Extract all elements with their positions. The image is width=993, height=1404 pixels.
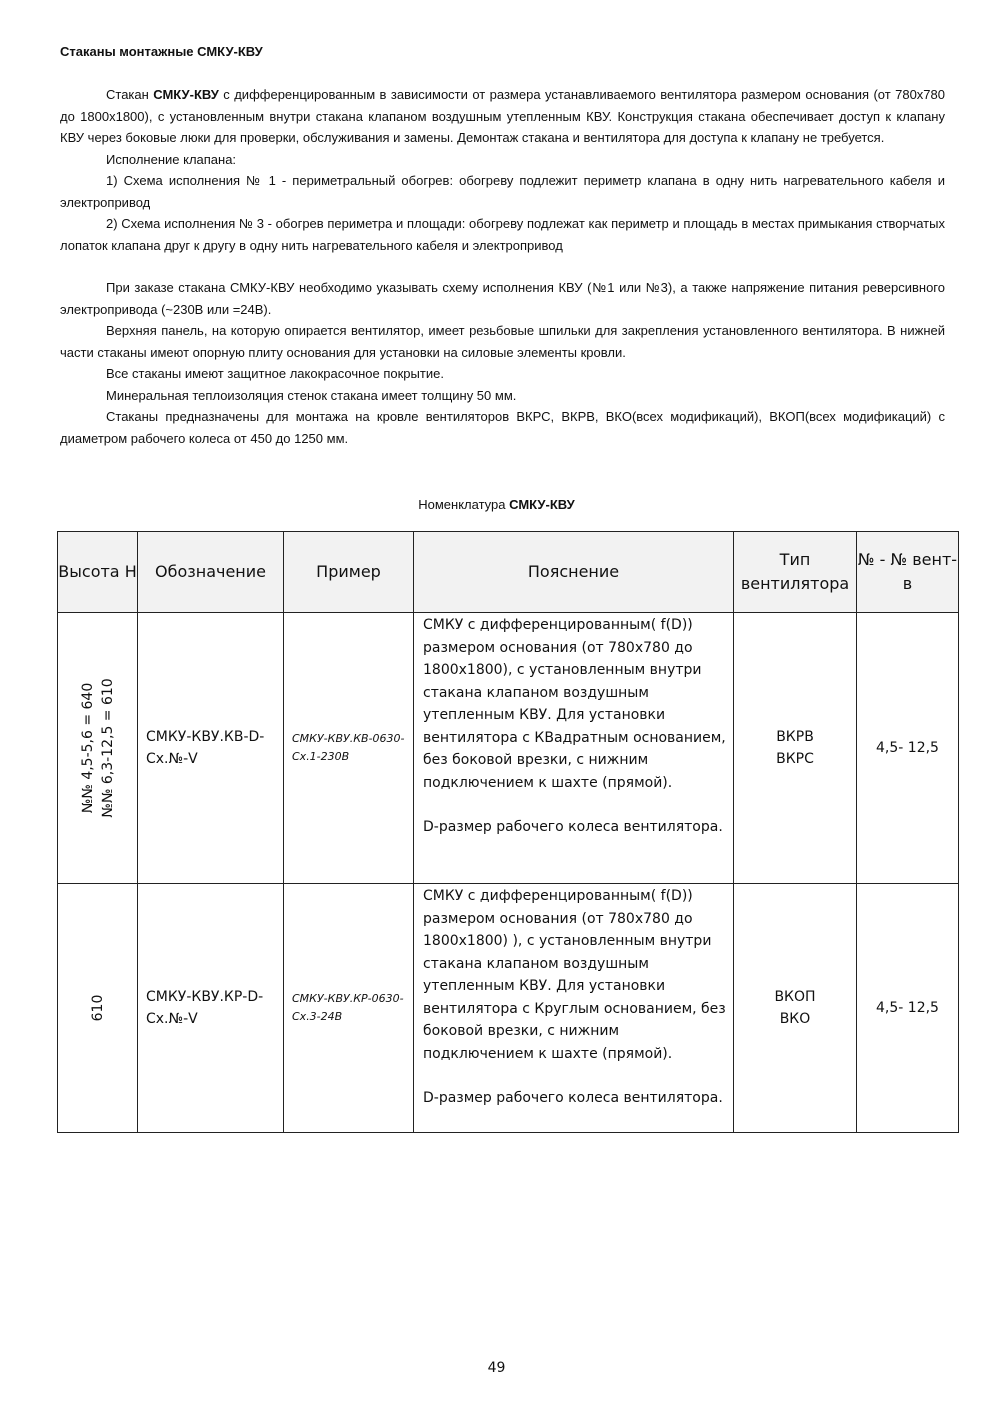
explanation-note: D-размер рабочего колеса вентилятора. — [423, 819, 723, 835]
intro-paragraph-7: Все стаканы имеют защитное лакокрасочное покрытие. — [106, 366, 444, 381]
header-explanation: Пояснение — [414, 532, 734, 613]
fan-type-2: ВКРС — [776, 751, 814, 767]
caption-bold: СМКУ-КВУ — [509, 497, 575, 512]
intro-p1-rest: с дифференцированным в зависимости от размера устанавливаемого вентилятора размером основания (от 780х780 до 1800х1800), с установленным внутри стакана клапаном воздушным утепленным КВУ. Конструкция стакана обеспечивает доступ к клапану КВУ через боковые люки для проверки, обслуживания и замены. Демонтаж стакана и вентилятора для доступа к клапану не требуется. — [60, 87, 945, 145]
header-example: Пример — [284, 532, 414, 613]
table-row — [58, 884, 959, 1133]
explanation-cell — [414, 884, 734, 1133]
page-number: 49 — [487, 1360, 506, 1376]
fan-numbers-cell: 4,5- 12,5 — [857, 613, 959, 884]
intro-p1-start: Стакан — [106, 87, 154, 102]
fan-type-1: ВКОП — [774, 988, 816, 1005]
caption-prefix: Номенклатура — [418, 497, 510, 512]
intro-paragraph-2: Исполнение клапана: — [106, 151, 237, 167]
height-cell — [58, 884, 138, 1133]
intro-text — [60, 84, 945, 449]
table-caption — [0, 497, 993, 512]
intro-paragraph-6: Верхняя панель, на которую опирается вентилятор, имеет резьбовые шпильки для закрепления установленного вентилятора. В нижней части стаканы имеют опорную плиту основания для установки на силовые элементы кровли. — [60, 323, 945, 360]
fan-type-cell — [734, 884, 857, 1133]
explanation-note: D-размер рабочего колеса вентилятора. — [423, 1090, 723, 1106]
explanation-cell — [414, 613, 734, 884]
header-height: Высота Н — [58, 532, 138, 613]
explanation-text: СМКУ с дифференцированным( f(D)) размером основания (от 780х780 до 1800х1800), с установленным внутри стакана клапаном воздушным утепленным КВУ. Для установки вентилятора с КВадратным основанием, без боковой врезки, с нижним подключением к шахте (прямой). — [423, 617, 726, 791]
intro-paragraph-4: 2) Схема исполнения № 3 - обогрев периметра и площади: обогреву подлежат как периметр и площадь в местах примыкания створчатых лопаток клапана друг к другу в одну нить нагревательного кабеля и электропривод — [60, 216, 945, 253]
table-row — [58, 613, 959, 884]
page-title: Стаканы монтажные СМКУ-КВУ — [60, 44, 263, 59]
example-cell: СМКУ-КВУ.КВ-0630-Сх.1-230В — [284, 613, 414, 884]
height-cell — [58, 613, 138, 884]
header-designation: Обозначение — [138, 532, 284, 613]
fan-type-2: ВКО — [779, 1011, 811, 1027]
designation-cell: СМКУ-КВУ.КР-D-Сх.№-V — [138, 884, 284, 1133]
header-fan-numbers: № - № вент-в — [857, 532, 959, 613]
fan-type-1: ВКРВ — [776, 728, 814, 745]
height-line-1: 610 — [89, 994, 106, 1022]
explanation-text: СМКУ с дифференцированным( f(D)) размером основания (от 780х780 до 1800х1800) ), с установленным внутри стакана клапаном воздушным утепленным КВУ. Для установки вентилятора с Круглым основанием, без боковой врезки, с нижним подключением к шахте (прямой). — [423, 888, 726, 1062]
fan-numbers-cell: 4,5- 12,5 — [857, 884, 959, 1133]
designation-cell: СМКУ-КВУ.КВ-D-Сх.№-V — [138, 613, 284, 884]
intro-paragraph-9: Стаканы предназначены для монтажа на кровле вентиляторов ВКРС, ВКРВ, ВКО(всех модификаций), ВКОП(всех модификаций) с диаметром рабочего колеса от 450 до 1250 мм. — [60, 409, 945, 446]
nomenclature-table — [57, 531, 959, 1133]
table-header-row — [58, 532, 959, 613]
height-line-2: №№ 6,3-12,5 = 610 — [99, 678, 116, 818]
example-cell: СМКУ-КВУ.КР-0630-Сх.3-24В — [284, 884, 414, 1133]
height-rotated-text — [78, 678, 118, 817]
height-rotated-text — [88, 995, 108, 1022]
height-line-1: №№ 4,5-5,6 = 640 — [79, 682, 96, 814]
header-fan-type: Тип вентилятора — [734, 532, 857, 613]
intro-paragraph-5: При заказе стакана СМКУ-КВУ необходимо указывать схему исполнения КВУ (№1 или №3), а также напряжение питания реверсивного электропривода (~230В или =24В). — [60, 280, 945, 317]
intro-paragraph-1 — [60, 84, 945, 149]
fan-type-cell — [734, 613, 857, 884]
intro-paragraph-3: 1) Схема исполнения № 1 - периметральный обогрев: обогреву подлежит периметр клапана в одну нить нагревательного кабеля и электропривод — [60, 173, 945, 210]
product-name-bold: СМКУ-КВУ — [153, 87, 219, 102]
intro-paragraph-8: Минеральная теплоизоляция стенок стакана имеет толщину 50 мм. — [106, 387, 517, 403]
